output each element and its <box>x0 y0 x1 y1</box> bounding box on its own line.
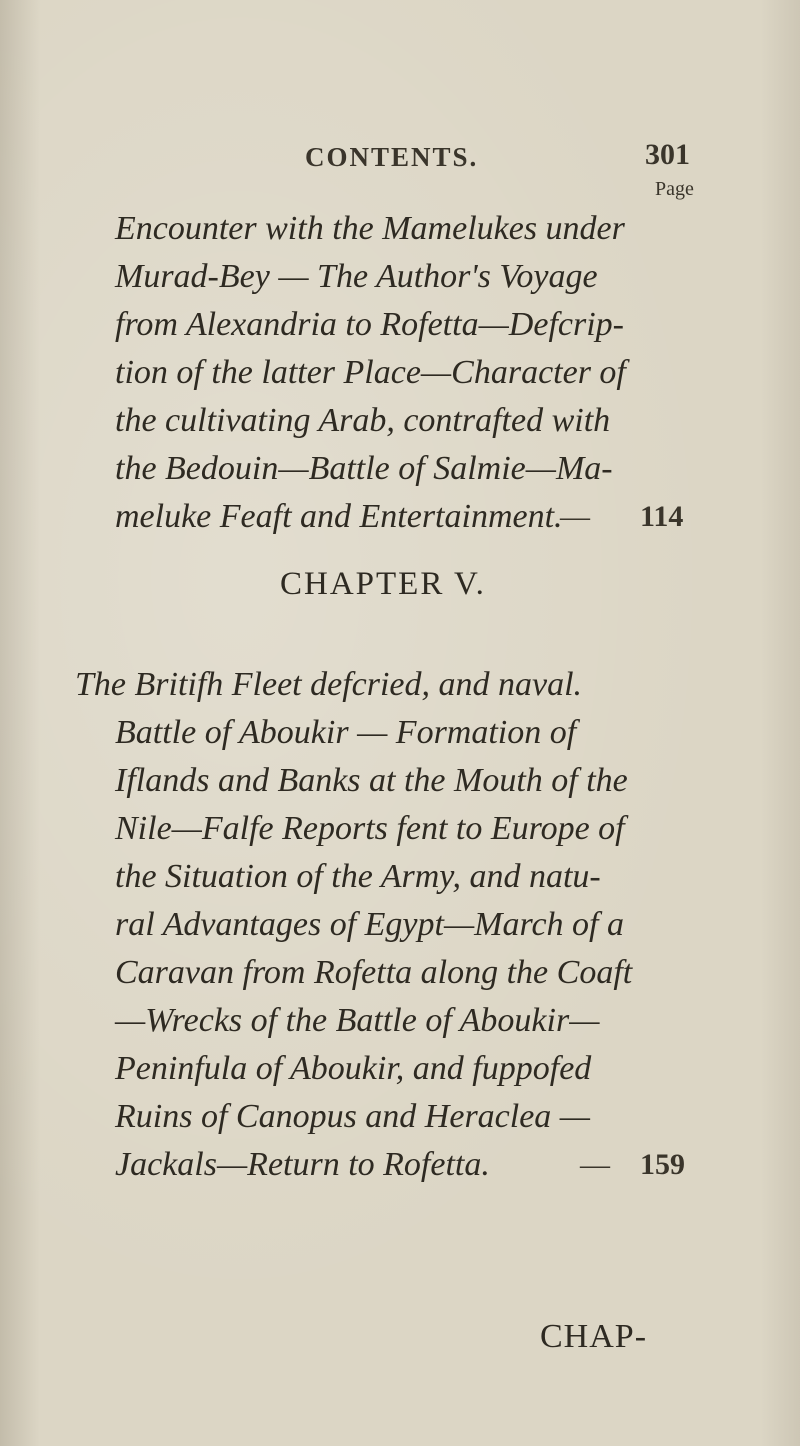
running-header-title: CONTENTS. <box>305 142 479 172</box>
entry-2-line-9: Peninfula of Aboukir, and fuppofed <box>115 1050 592 1087</box>
entry-2-line-1: The Britifh Fleet defcried, and naval. <box>75 666 583 703</box>
entry-2-line-8: —Wrecks of the Battle of Aboukir— <box>115 1002 600 1039</box>
entry-1-line-7: meluke Feaft and Entertainment. <box>115 498 563 535</box>
entry-1-line-5: the cultivating Arab, contrafted with <box>115 402 611 439</box>
entry-2-line-2: Battle of Aboukir — Formation of <box>115 714 577 751</box>
entry-1-line-6: the Bedouin—Battle of Salmie—Ma- <box>115 450 613 487</box>
catchword: CHAP- <box>540 1318 648 1355</box>
entry-2-page-number: 159 <box>640 1148 685 1181</box>
entry-2-line-3: Iflands and Banks at the Mouth of the <box>115 762 628 799</box>
chapter-heading: CHAPTER V. <box>280 566 486 602</box>
entry-2-line-7: Caravan from Rofetta along the Coaft <box>115 954 633 991</box>
entry-2-leader-dash: — <box>580 1148 610 1181</box>
entry-2-line-10: Ruins of Canopus and Heraclea — <box>115 1098 591 1135</box>
page-column-label: Page <box>655 178 694 200</box>
entry-1-line-4: tion of the latter Place—Character of <box>115 354 626 391</box>
entry-2-line-11: Jackals—Return to Rofetta. <box>115 1146 490 1183</box>
entry-2-line-5: the Situation of the Army, and natu- <box>115 858 601 895</box>
entry-1-line-2: Murad-Bey — The Author's Voyage <box>115 258 598 295</box>
entry-1-page-number: 114 <box>640 500 684 533</box>
entry-1-line-1: Encounter with the Mamelukes under <box>115 210 625 247</box>
entry-1-leader-dash: — <box>560 500 590 533</box>
entry-2-line-4: Nile—Falfe Reports fent to Europe of <box>115 810 625 847</box>
entry-2-line-6: ral Advantages of Egypt—March of a <box>115 906 625 943</box>
entry-1-line-3: from Alexandria to Rofetta—Defcrip- <box>115 306 624 343</box>
page-number: 301 <box>645 138 690 171</box>
